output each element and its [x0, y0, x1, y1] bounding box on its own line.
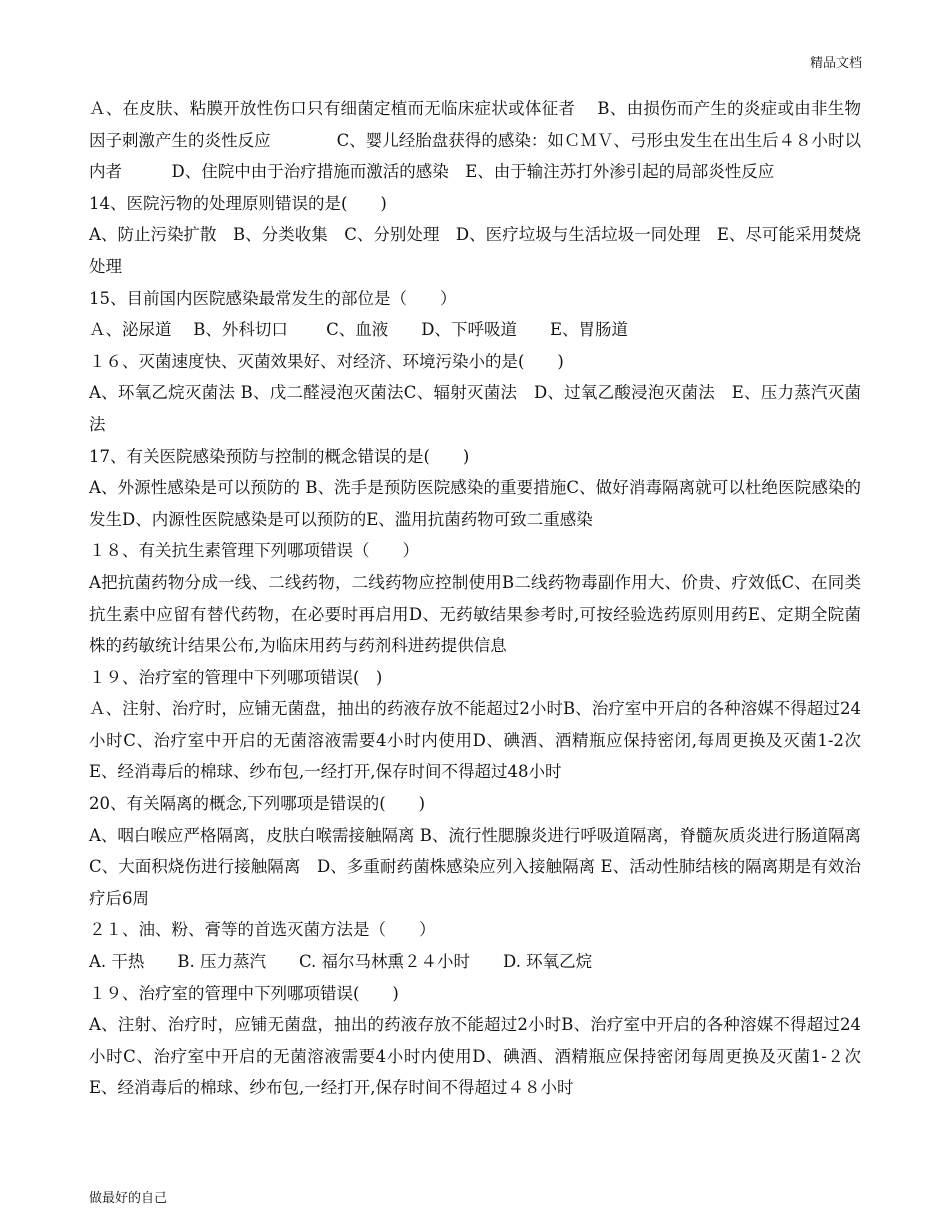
- answer-options-q19-repeat: A、注射、治疗时，应铺无菌盘，抽出的药液存放不能超过2小时B、治疗室中开启的各种溶媒不得超过24小时C、治疗室中开启的无菌溶液需要4小时内使用D、碘酒、酒精瓶应保持密闭每周更换及灭菌1-２次E、经消毒后的棉球、纱布包,一经打开,保存时间不得超过４８小时: [89, 1015, 861, 1098]
- answer-options-q20: A、咽白喉应严格隔离，皮肤白喉需接触隔离 B、流行性腮腺炎进行呼吸道隔离，脊髓灰质炎进行肠道隔离 C、大面积烧伤进行接触隔离 D、多重耐药菌株感染应列入接触隔离 E、活动性肺结核的隔离期是有效治疗后6周: [89, 825, 878, 908]
- question-18: １８、有关抗生素管理下列哪项错误（ ）: [89, 541, 419, 561]
- question-20: 20、有关隔离的概念,下列哪项是错误的( ): [89, 794, 426, 814]
- answer-options-q14: A、防止污染扩散 B、分类收集 C、分别处理 D、医疗垃圾与生活垃圾一同处理 E、尽可能采用焚烧处理: [89, 225, 861, 276]
- page-header: 精品文档: [809, 56, 862, 71]
- answer-options-q13: Ａ、在皮肤、粘膜开放性伤口只有细菌定植而无临床症状或体征者 B、由损伤而产生的炎症或由非生物因子刺激产生的炎性反应 C、婴儿经胎盘获得的感染：如ＣＭＶ、弓形虫发生在出生后４８小时以内者 D、住院中由于治疗措施而激活的感染 E、由于输注苏打外渗引起的局部炎性反应: [89, 99, 861, 182]
- answer-options-q18: A把抗菌药物分成一线、二线药物，二线药物应控制使用B二线药物毒副作用大、价贵、疗效低C、在同类抗生素中应留有替代药物，在必要时再启用D、无药敏结果参考时,可按经验选药原则用药E、定期全院菌株的药敏统计结果公布,为临床用药与药剂科进药提供信息: [89, 572, 861, 656]
- question-17: 17、有关医院感染预防与控制的概念错误的是( ): [89, 446, 470, 466]
- answer-options-q15: Ａ、泌尿道 B、外科切口 C、血液 D、下呼吸道 E、胃肠道: [89, 320, 629, 340]
- question-19-repeat: １９、治疗室的管理中下列哪项错误( ): [89, 983, 399, 1003]
- answer-options-q21: A. 干热 B. 压力蒸汽 C. 福尔马林熏２４小时 D. 环氧乙烷: [89, 952, 593, 972]
- question-21: ２１、油、粉、膏等的首选灭菌方法是（ ）: [89, 920, 436, 940]
- question-16: １６、灭菌速度快、灭菌效果好、对经济、环境污染小的是( ): [89, 351, 564, 371]
- document-body: [89, 93, 878, 1104]
- answer-options-q19: Ａ、注射、治疗时，应铺无菌盘，抽出的药液存放不能超过2小时B、治疗室中开启的各种溶媒不得超过24小时C、治疗室中开启的无菌溶液需要4小时内使用D、碘酒、酒精瓶应保持密闭,每周更换及灭菌1-2次E、经消毒后的棉球、纱布包,一经打开,保存时间不得超过48小时: [89, 699, 861, 782]
- question-19: １９、治疗室的管理中下列哪项错误( ): [89, 667, 383, 687]
- question-14: 14、医院污物的处理原则错误的是( ): [89, 193, 387, 213]
- question-15: 15、目前国内医院感染最常发生的部位是（ ）: [89, 288, 457, 308]
- answer-options-q16: A、环氧乙烷灭菌法 B、戊二醛浸泡灭菌法C、辐射灭菌法 D、过氧乙酸浸泡灭菌法 E、压力蒸汽灭菌法: [89, 383, 861, 434]
- answer-options-q17: A、外源性感染是可以预防的 B、洗手是预防医院感染的重要措施C、做好消毒隔离就可以杜绝医院感染的发生D、内源性医院感染是可以预防的E、滥用抗菌药物可致二重感染: [89, 478, 861, 529]
- page-footer: 做最好的自己: [89, 1191, 168, 1206]
